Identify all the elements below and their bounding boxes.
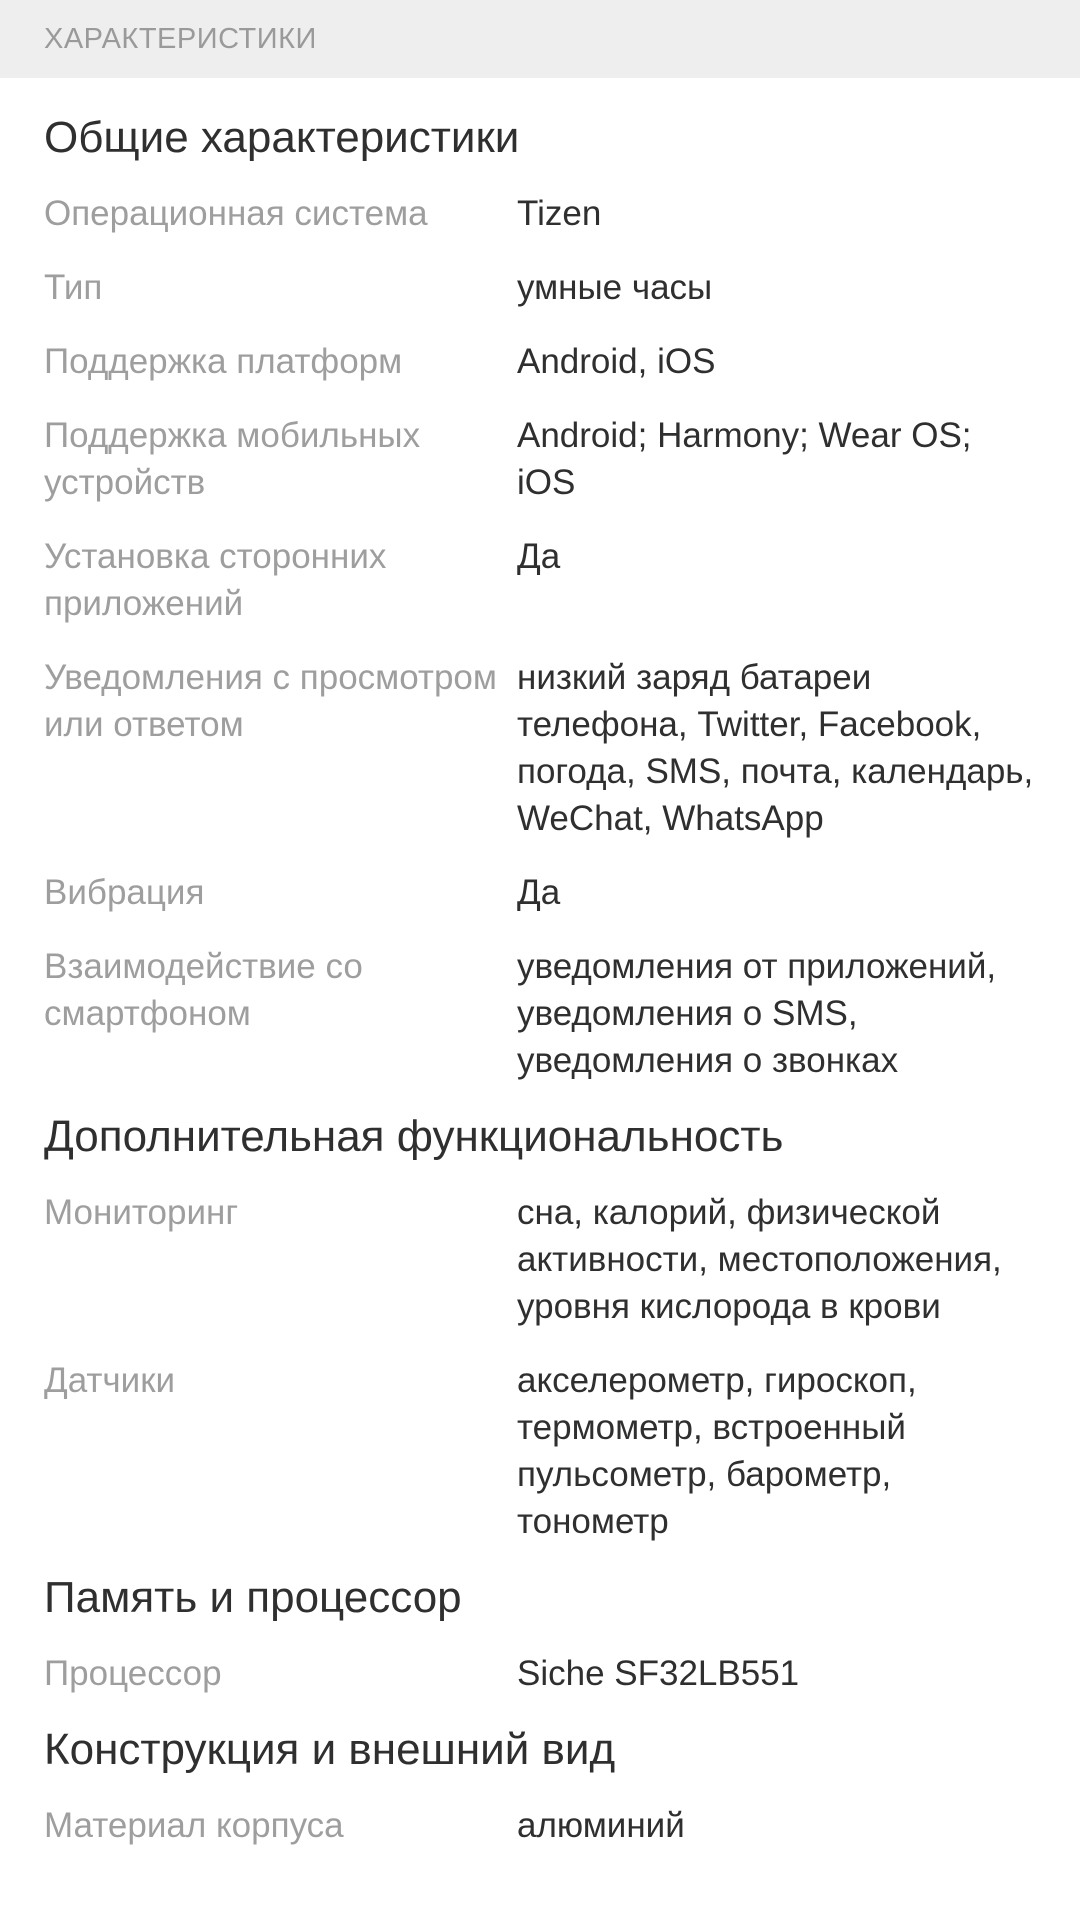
section-title: Конструкция и внешний вид — [44, 1725, 616, 1774]
spec-value: умные часы — [517, 268, 713, 307]
section-title: Память и процессор — [44, 1573, 462, 1622]
spec-value: Tizen — [517, 194, 602, 233]
spec-label: Мониторинг — [44, 1193, 239, 1232]
specs-content — [0, 78, 1080, 1849]
spec-row-vibration — [44, 869, 1036, 916]
spec-value: уведомления от приложений, уведомления о SMS, уведомления о звонках — [517, 947, 997, 1080]
spec-label: Датчики — [44, 1361, 176, 1400]
spec-value: алюминий — [517, 1806, 685, 1845]
spec-label: Уведомления с просмотром или ответом — [44, 658, 497, 744]
section-title: Дополнительная функциональность — [44, 1112, 784, 1161]
spec-row-smartphone-interaction — [44, 943, 1036, 1084]
spec-row-mobile-devices — [44, 412, 1036, 506]
specs-header-title: ХАРАКТЕРИСТИКИ — [44, 22, 317, 55]
spec-label: Взаимодействие со смартфоном — [44, 947, 363, 1033]
spec-label: Операционная система — [44, 194, 428, 233]
spec-value: акселерометр, гироскоп, термометр, встроенный пульсометр, барометр, тонометр — [517, 1361, 917, 1541]
spec-label: Процессор — [44, 1654, 222, 1693]
spec-row-type — [44, 264, 1036, 311]
spec-value: Да — [517, 873, 561, 912]
spec-row-third-party-apps — [44, 533, 1036, 627]
section-general — [44, 112, 1036, 1084]
spec-value: Да — [517, 537, 561, 576]
spec-row-processor — [44, 1650, 1036, 1697]
spec-row-os — [44, 190, 1036, 237]
spec-label: Тип — [44, 268, 103, 307]
spec-row-platforms — [44, 338, 1036, 385]
spec-value: Android; Harmony; Wear OS; iOS — [517, 416, 972, 502]
spec-value: низкий заряд батареи телефона, Twitter, Facebook, погода, SMS, почта, календарь, WeChat, WhatsApp — [517, 658, 1034, 838]
section-design — [44, 1724, 1036, 1849]
spec-value: Android, iOS — [517, 342, 716, 381]
spec-row-sensors — [44, 1357, 1036, 1545]
spec-label: Материал корпуса — [44, 1806, 344, 1845]
spec-row-case-material — [44, 1802, 1036, 1849]
specs-header — [0, 0, 1080, 78]
spec-label: Поддержка платформ — [44, 342, 403, 381]
section-title: Общие характеристики — [44, 113, 520, 162]
spec-value: сна, калорий, физической активности, местоположения, уровня кислорода в крови — [517, 1193, 1002, 1326]
spec-row-monitoring — [44, 1189, 1036, 1330]
spec-row-notifications — [44, 654, 1036, 842]
section-extra-features — [44, 1111, 1036, 1545]
spec-label: Поддержка мобильных устройств — [44, 416, 421, 502]
spec-label: Установка сторонних приложений — [44, 537, 387, 623]
section-memory-processor — [44, 1572, 1036, 1697]
spec-label: Вибрация — [44, 873, 205, 912]
spec-value: Siche SF32LB551 — [517, 1654, 800, 1693]
